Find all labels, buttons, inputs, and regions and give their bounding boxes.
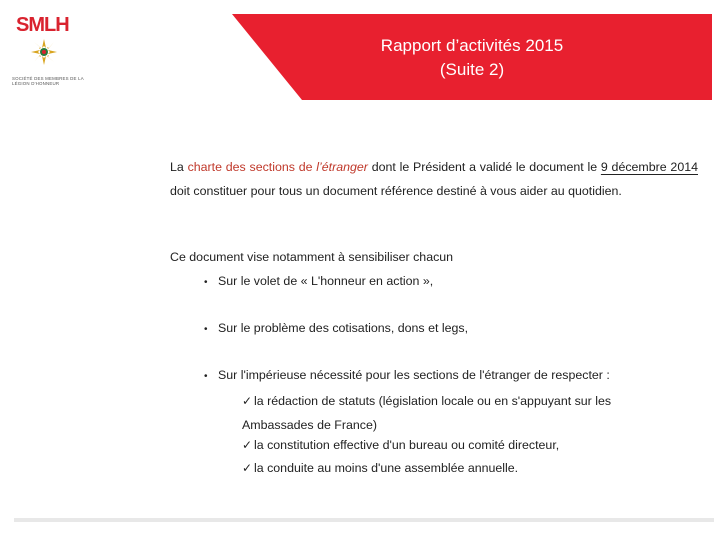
logo-wordmark: SMLH	[16, 14, 69, 36]
bullet-icon: •	[204, 371, 208, 382]
intro-paragraph	[170, 156, 698, 203]
p1-etranger: l’étranger	[316, 160, 368, 174]
list-item	[242, 461, 518, 475]
p1-middle: dont le Président a validé le document le	[367, 160, 601, 174]
check-text: la rédaction de statuts (législation locale ou en s'appuyant sur les	[254, 394, 612, 408]
list-item	[242, 438, 559, 452]
charte-emphasis	[188, 160, 368, 174]
bullet-icon: •	[204, 324, 208, 335]
logo-caption: SOCIÉTÉ DES MEMBRES DE LA LÉGION D'HONNEUR	[12, 76, 84, 86]
p1-de: de	[294, 160, 317, 174]
checkmark-icon: ✓	[242, 461, 253, 475]
p1-prefix: La	[170, 160, 188, 174]
intro-paragraph-container	[170, 156, 698, 203]
p1-date: 9 décembre 2014	[600, 160, 698, 174]
list-item	[242, 390, 698, 437]
checkmark-icon: ✓	[242, 394, 253, 408]
p1-suffix: doit constituer pour tous un document référence destiné à vous aider au quotidien.	[170, 183, 622, 198]
list-item	[204, 368, 610, 382]
bullet-text: Sur le volet de « L'honneur en action »,	[218, 274, 434, 288]
list-item	[204, 274, 433, 288]
page-title	[232, 34, 712, 82]
bullet-text: Sur l'impérieuse nécessité pour les sections de l'étranger de respecter :	[218, 368, 610, 382]
title-line-2: (Suite 2)	[439, 60, 505, 79]
check-text-continued: Ambassades de France)	[242, 417, 377, 432]
check-text: la constitution effective d'un bureau ou comité directeur,	[254, 438, 560, 452]
list-item	[204, 321, 468, 335]
p1-charte: charte des sections	[187, 160, 295, 174]
bottom-border	[14, 518, 714, 522]
title-line-1: Rapport d’activités 2015	[380, 36, 564, 55]
check-text: la conduite au moins d'une assemblée annuelle.	[254, 461, 519, 475]
smlh-logo	[12, 12, 84, 92]
sensibiliser-paragraph: Ce document vise notamment à sensibiliser chacun	[170, 250, 454, 264]
checkmark-icon: ✓	[242, 438, 253, 452]
bullet-icon: •	[204, 277, 208, 288]
legion-honneur-star-icon	[30, 38, 58, 66]
bullet-text: Sur le problème des cotisations, dons et legs,	[218, 321, 469, 335]
